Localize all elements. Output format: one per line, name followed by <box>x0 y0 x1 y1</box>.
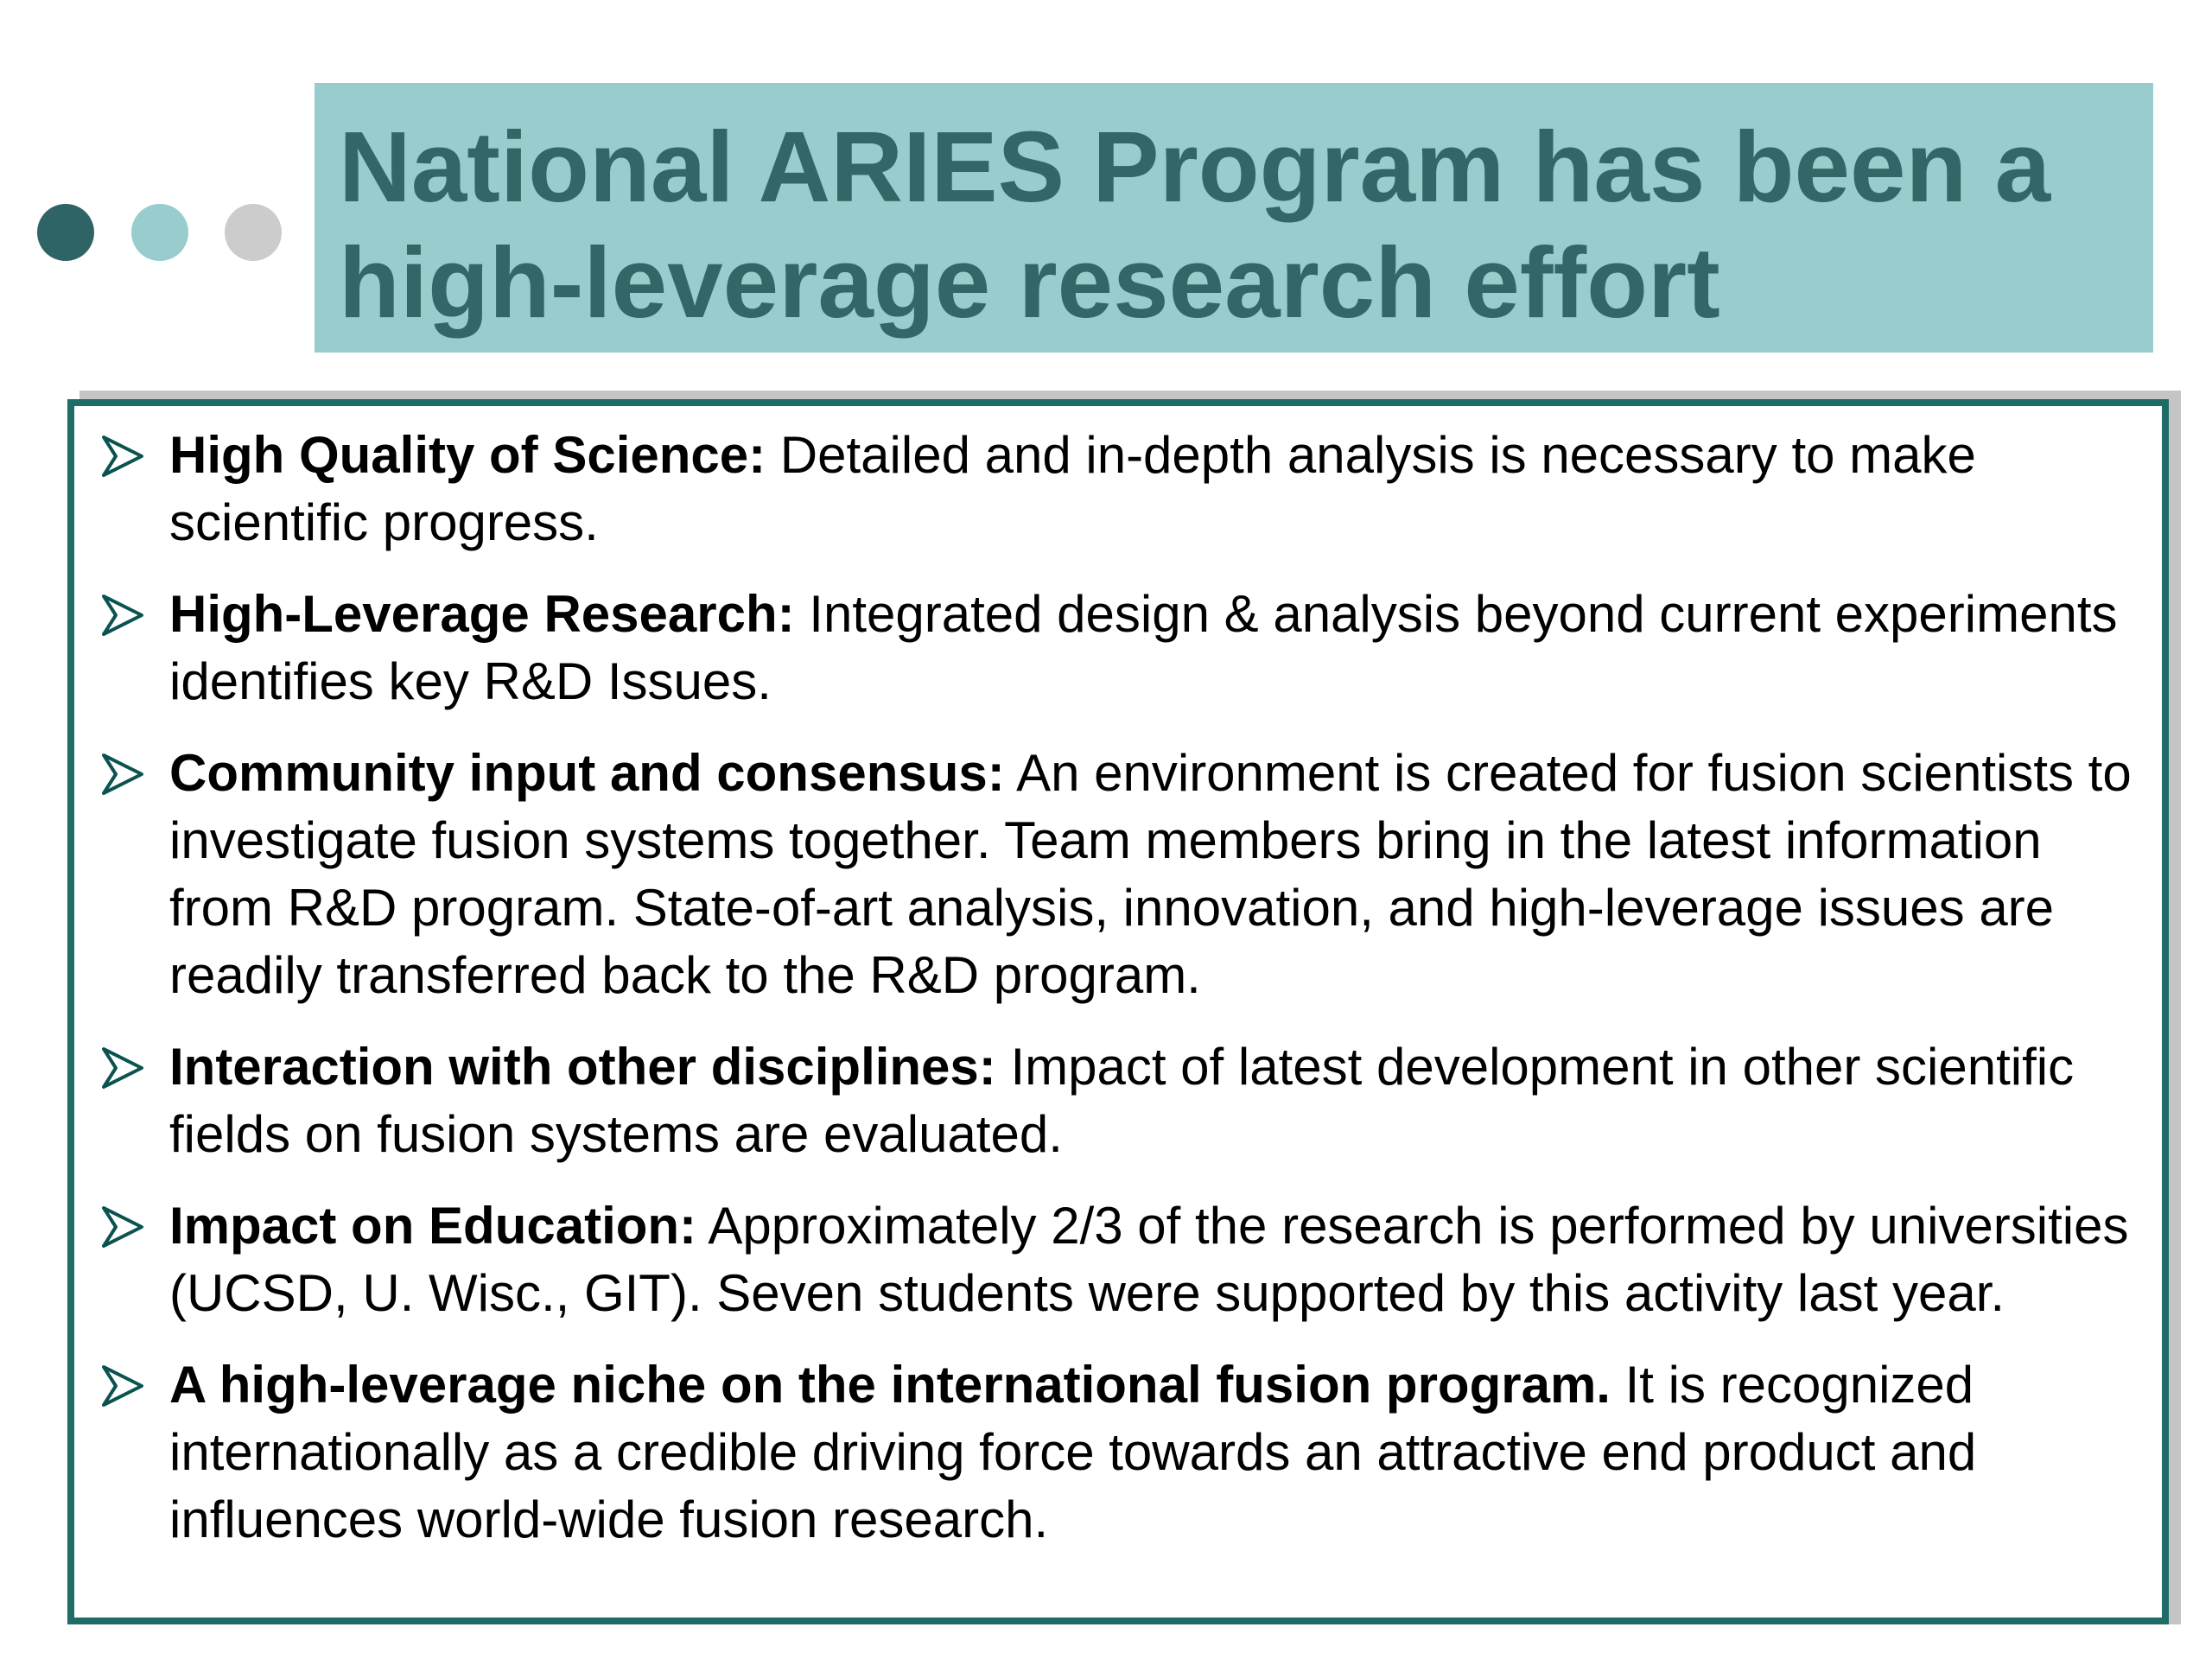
bullet-term: Community input and consensus: <box>169 744 1005 802</box>
bullet-text: It is recognized internationally as a credible driving force towards an attractive end product and influences world-wide fusion research. <box>169 1356 1977 1548</box>
bullet-item <box>100 1351 2136 1554</box>
bullet-term: High-Leverage Research: <box>169 585 795 643</box>
bullet-list <box>100 422 2136 1554</box>
bullet-term: A high-leverage niche on the international fusion program. <box>169 1356 1611 1414</box>
arrow-bullet-icon <box>100 1205 145 1249</box>
gray-dot <box>225 204 282 261</box>
bullet-item <box>100 740 2136 1009</box>
arrow-bullet-icon <box>100 752 145 797</box>
bullet-item <box>100 1033 2136 1168</box>
bullet-term: High Quality of Science: <box>169 426 766 484</box>
bullet-text: Integrated design & analysis beyond current experiments identifies key R&D Issues. <box>169 585 2118 710</box>
arrow-bullet-icon <box>100 1046 145 1090</box>
title-banner <box>315 83 2153 353</box>
bullet-item <box>100 422 2136 556</box>
arrow-bullet-icon <box>100 434 145 479</box>
light-teal-dot <box>131 204 188 261</box>
title-line-2: high-leverage research effort <box>339 226 1720 339</box>
bullet-item <box>100 581 2136 715</box>
bullet-item <box>100 1192 2136 1327</box>
bullet-text: Detailed and in-depth analysis is necessary to make scientific progress. <box>169 426 1976 551</box>
bullet-term: Impact on Education: <box>169 1197 697 1255</box>
content-box <box>67 399 2169 1624</box>
bullet-text: Approximately 2/3 of the research is performed by universities (UCSD, U. Wisc., GIT). Seven students were supported by this activity last year. <box>169 1197 2129 1322</box>
decorative-dots <box>35 204 294 264</box>
dark-teal-dot <box>37 204 94 261</box>
bullet-text: Impact of latest development in other scientific fields on fusion systems are evaluated. <box>169 1038 2075 1163</box>
arrow-bullet-icon <box>100 1363 145 1408</box>
bullet-term: Interaction with other disciplines: <box>169 1038 996 1096</box>
bullet-text: An environment is created for fusion scientists to investigate fusion systems together. Team members bring in the latest information from R&D program. State-of-art analysis, innovation, and high-leverage issues are readily transferred back to the R&D program. <box>169 744 2132 1004</box>
title-line-1: National ARIES Program has been a <box>339 111 2051 223</box>
arrow-bullet-icon <box>100 593 145 638</box>
